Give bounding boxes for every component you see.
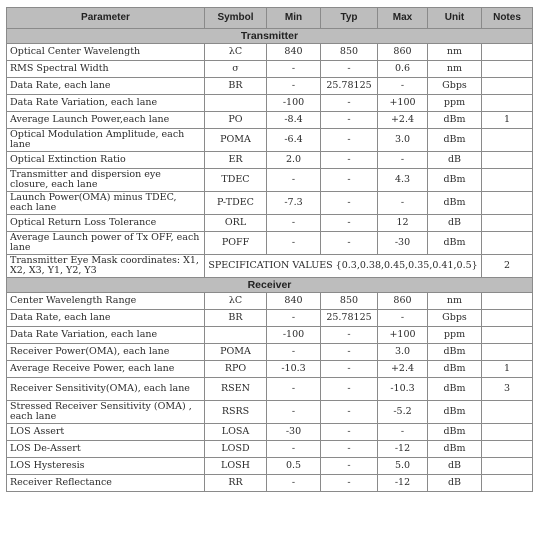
cell-notes: 3 xyxy=(482,378,533,401)
cell-symbol: POMA xyxy=(205,344,267,361)
cell-unit: dBm xyxy=(428,378,482,401)
cell-unit: Gbps xyxy=(428,310,482,327)
cell-unit: dB xyxy=(428,215,482,232)
cell-notes xyxy=(482,458,533,475)
cell-parameter: Data Rate Variation, each lane xyxy=(7,327,205,344)
cell-unit: dBm xyxy=(428,129,482,152)
cell-parameter: Data Rate Variation, each lane xyxy=(7,95,205,112)
header-max: Max xyxy=(378,8,428,29)
cell-max: 3.0 xyxy=(378,129,428,152)
cell-parameter: Data Rate, each lane xyxy=(7,78,205,95)
cell-notes xyxy=(482,310,533,327)
cell-min: - xyxy=(267,61,321,78)
cell-min: - xyxy=(267,401,321,424)
cell-parameter: Average Receive Power, each lane xyxy=(7,361,205,378)
table-row xyxy=(7,344,533,361)
cell-parameter: LOS De-Assert xyxy=(7,441,205,458)
cell-unit: nm xyxy=(428,293,482,310)
cell-typ: - xyxy=(321,232,378,255)
section-row-transmitter xyxy=(7,29,533,44)
eye-mask-notes: 2 xyxy=(482,255,533,278)
header-unit: Unit xyxy=(428,8,482,29)
cell-symbol: TDEC xyxy=(205,169,267,192)
cell-max: 3.0 xyxy=(378,344,428,361)
table-row xyxy=(7,361,533,378)
cell-symbol xyxy=(205,327,267,344)
cell-notes xyxy=(482,215,533,232)
cell-notes xyxy=(482,232,533,255)
cell-symbol: σ xyxy=(205,61,267,78)
cell-min: -10.3 xyxy=(267,361,321,378)
cell-symbol: ORL xyxy=(205,215,267,232)
cell-typ: 850 xyxy=(321,44,378,61)
cell-notes xyxy=(482,327,533,344)
cell-parameter: Average Launch Power,each lane xyxy=(7,112,205,129)
header-symbol: Symbol xyxy=(205,8,267,29)
cell-parameter: Receiver Sensitivity(OMA), each lane xyxy=(7,378,205,401)
cell-parameter: LOS Assert xyxy=(7,424,205,441)
cell-symbol: POMA xyxy=(205,129,267,152)
cell-max: - xyxy=(378,310,428,327)
cell-min: -7.3 xyxy=(267,192,321,215)
cell-notes: 1 xyxy=(482,112,533,129)
cell-notes xyxy=(482,424,533,441)
cell-symbol: LOSA xyxy=(205,424,267,441)
cell-notes xyxy=(482,344,533,361)
cell-min: - xyxy=(267,344,321,361)
header-min: Min xyxy=(267,8,321,29)
eye-mask-label: Transmitter Eye Mask coordinates: X1, X2, X3, Y1, Y2, Y3 xyxy=(7,255,205,278)
cell-parameter: Data Rate, each lane xyxy=(7,310,205,327)
cell-max: -12 xyxy=(378,475,428,492)
cell-unit: dBm xyxy=(428,401,482,424)
cell-typ: - xyxy=(321,327,378,344)
cell-min: - xyxy=(267,378,321,401)
header-parameter: Parameter xyxy=(7,8,205,29)
table-row xyxy=(7,441,533,458)
cell-min: -100 xyxy=(267,327,321,344)
table-row xyxy=(7,232,533,255)
cell-notes xyxy=(482,129,533,152)
cell-typ: - xyxy=(321,112,378,129)
cell-typ: - xyxy=(321,401,378,424)
cell-typ: - xyxy=(321,361,378,378)
cell-symbol: RSRS xyxy=(205,401,267,424)
table-row xyxy=(7,129,533,152)
cell-symbol: λC xyxy=(205,293,267,310)
header-typ: Typ xyxy=(321,8,378,29)
section-row-receiver xyxy=(7,278,533,293)
table-row xyxy=(7,424,533,441)
table-row xyxy=(7,327,533,344)
cell-typ: - xyxy=(321,215,378,232)
cell-min: - xyxy=(267,475,321,492)
header-row xyxy=(7,8,533,29)
cell-unit: dBm xyxy=(428,424,482,441)
cell-min: 2.0 xyxy=(267,152,321,169)
cell-typ: - xyxy=(321,344,378,361)
cell-min: -8.4 xyxy=(267,112,321,129)
cell-symbol: λC xyxy=(205,44,267,61)
table-row xyxy=(7,152,533,169)
cell-symbol: ER xyxy=(205,152,267,169)
cell-max: 12 xyxy=(378,215,428,232)
cell-parameter: Optical Modulation Amplitude, each lane xyxy=(7,129,205,152)
cell-max: 0.6 xyxy=(378,61,428,78)
cell-max: 860 xyxy=(378,44,428,61)
cell-max: 860 xyxy=(378,293,428,310)
cell-min: 840 xyxy=(267,44,321,61)
cell-notes xyxy=(482,78,533,95)
cell-notes: 1 xyxy=(482,361,533,378)
cell-min: - xyxy=(267,441,321,458)
table-row xyxy=(7,192,533,215)
cell-max: -10.3 xyxy=(378,378,428,401)
cell-unit: dBm xyxy=(428,232,482,255)
cell-max: 5.0 xyxy=(378,458,428,475)
cell-max: 4.3 xyxy=(378,169,428,192)
header-notes: Notes xyxy=(482,8,533,29)
cell-typ: - xyxy=(321,95,378,112)
cell-notes xyxy=(482,152,533,169)
cell-typ: - xyxy=(321,441,378,458)
cell-typ: - xyxy=(321,61,378,78)
cell-parameter: Optical Return Loss Tolerance xyxy=(7,215,205,232)
cell-symbol: PO xyxy=(205,112,267,129)
cell-notes xyxy=(482,95,533,112)
table-row xyxy=(7,215,533,232)
cell-typ: - xyxy=(321,192,378,215)
cell-max: +2.4 xyxy=(378,361,428,378)
cell-min: - xyxy=(267,310,321,327)
table-row xyxy=(7,310,533,327)
cell-min: - xyxy=(267,169,321,192)
cell-max: +2.4 xyxy=(378,112,428,129)
cell-notes xyxy=(482,61,533,78)
eye-mask-row xyxy=(7,255,533,278)
cell-typ: 850 xyxy=(321,293,378,310)
cell-unit: dBm xyxy=(428,169,482,192)
cell-min: - xyxy=(267,232,321,255)
cell-unit: dBm xyxy=(428,192,482,215)
table-row xyxy=(7,78,533,95)
cell-unit: nm xyxy=(428,61,482,78)
cell-symbol: P-TDEC xyxy=(205,192,267,215)
cell-typ: 25.78125 xyxy=(321,310,378,327)
cell-symbol: BR xyxy=(205,310,267,327)
cell-min: -100 xyxy=(267,95,321,112)
cell-notes xyxy=(482,293,533,310)
cell-parameter: Stressed Receiver Sensitivity (OMA) , each lane xyxy=(7,401,205,424)
cell-min: -6.4 xyxy=(267,129,321,152)
cell-parameter: Launch Power(OMA) minus TDEC, each lane xyxy=(7,192,205,215)
cell-symbol: RPO xyxy=(205,361,267,378)
cell-unit: dBm xyxy=(428,344,482,361)
cell-symbol xyxy=(205,95,267,112)
table-row xyxy=(7,112,533,129)
section-title-receiver: Receiver xyxy=(7,278,533,293)
cell-notes xyxy=(482,441,533,458)
cell-symbol: RSEN xyxy=(205,378,267,401)
cell-symbol: BR xyxy=(205,78,267,95)
cell-max: +100 xyxy=(378,95,428,112)
cell-max: -5.2 xyxy=(378,401,428,424)
cell-unit: dBm xyxy=(428,441,482,458)
cell-max: - xyxy=(378,78,428,95)
cell-typ: - xyxy=(321,458,378,475)
table-row xyxy=(7,475,533,492)
cell-min: -30 xyxy=(267,424,321,441)
cell-symbol: POFF xyxy=(205,232,267,255)
cell-typ: - xyxy=(321,424,378,441)
cell-notes xyxy=(482,192,533,215)
cell-unit: nm xyxy=(428,44,482,61)
cell-max: +100 xyxy=(378,327,428,344)
cell-notes xyxy=(482,44,533,61)
cell-typ: - xyxy=(321,129,378,152)
cell-max: - xyxy=(378,424,428,441)
cell-unit: Gbps xyxy=(428,78,482,95)
eye-mask-value: SPECIFICATION VALUES {0.3,0.38,0.45,0.35,0.41,0.5} xyxy=(205,255,482,278)
cell-typ: - xyxy=(321,475,378,492)
spec-table xyxy=(6,7,533,492)
cell-symbol: LOSH xyxy=(205,458,267,475)
cell-unit: dBm xyxy=(428,112,482,129)
table-row xyxy=(7,44,533,61)
cell-min: 0.5 xyxy=(267,458,321,475)
cell-max: - xyxy=(378,192,428,215)
cell-max: - xyxy=(378,152,428,169)
cell-notes xyxy=(482,169,533,192)
cell-min: 840 xyxy=(267,293,321,310)
cell-unit: dB xyxy=(428,475,482,492)
cell-unit: dB xyxy=(428,152,482,169)
table-row xyxy=(7,401,533,424)
table-row xyxy=(7,378,533,401)
cell-parameter: LOS Hysteresis xyxy=(7,458,205,475)
cell-typ: - xyxy=(321,152,378,169)
cell-notes xyxy=(482,401,533,424)
cell-typ: 25.78125 xyxy=(321,78,378,95)
table-row xyxy=(7,169,533,192)
cell-typ: - xyxy=(321,378,378,401)
cell-unit: ppm xyxy=(428,95,482,112)
table-row xyxy=(7,61,533,78)
cell-min: - xyxy=(267,215,321,232)
cell-notes xyxy=(482,475,533,492)
table-row xyxy=(7,95,533,112)
section-title-transmitter: Transmitter xyxy=(7,29,533,44)
cell-min: - xyxy=(267,78,321,95)
table-row xyxy=(7,458,533,475)
cell-unit: dBm xyxy=(428,361,482,378)
cell-parameter: Optical Extinction Ratio xyxy=(7,152,205,169)
cell-symbol: LOSD xyxy=(205,441,267,458)
cell-parameter: Receiver Power(OMA), each lane xyxy=(7,344,205,361)
cell-unit: ppm xyxy=(428,327,482,344)
cell-parameter: Average Launch power of Tx OFF, each lane xyxy=(7,232,205,255)
cell-parameter: Center Wavelength Range xyxy=(7,293,205,310)
cell-symbol: RR xyxy=(205,475,267,492)
cell-parameter: RMS Spectral Width xyxy=(7,61,205,78)
cell-parameter: Optical Center Wavelength xyxy=(7,44,205,61)
cell-parameter: Transmitter and dispersion eye closure, each lane xyxy=(7,169,205,192)
cell-parameter: Receiver Reflectance xyxy=(7,475,205,492)
cell-max: -12 xyxy=(378,441,428,458)
cell-max: -30 xyxy=(378,232,428,255)
cell-unit: dB xyxy=(428,458,482,475)
cell-typ: - xyxy=(321,169,378,192)
table-row xyxy=(7,293,533,310)
